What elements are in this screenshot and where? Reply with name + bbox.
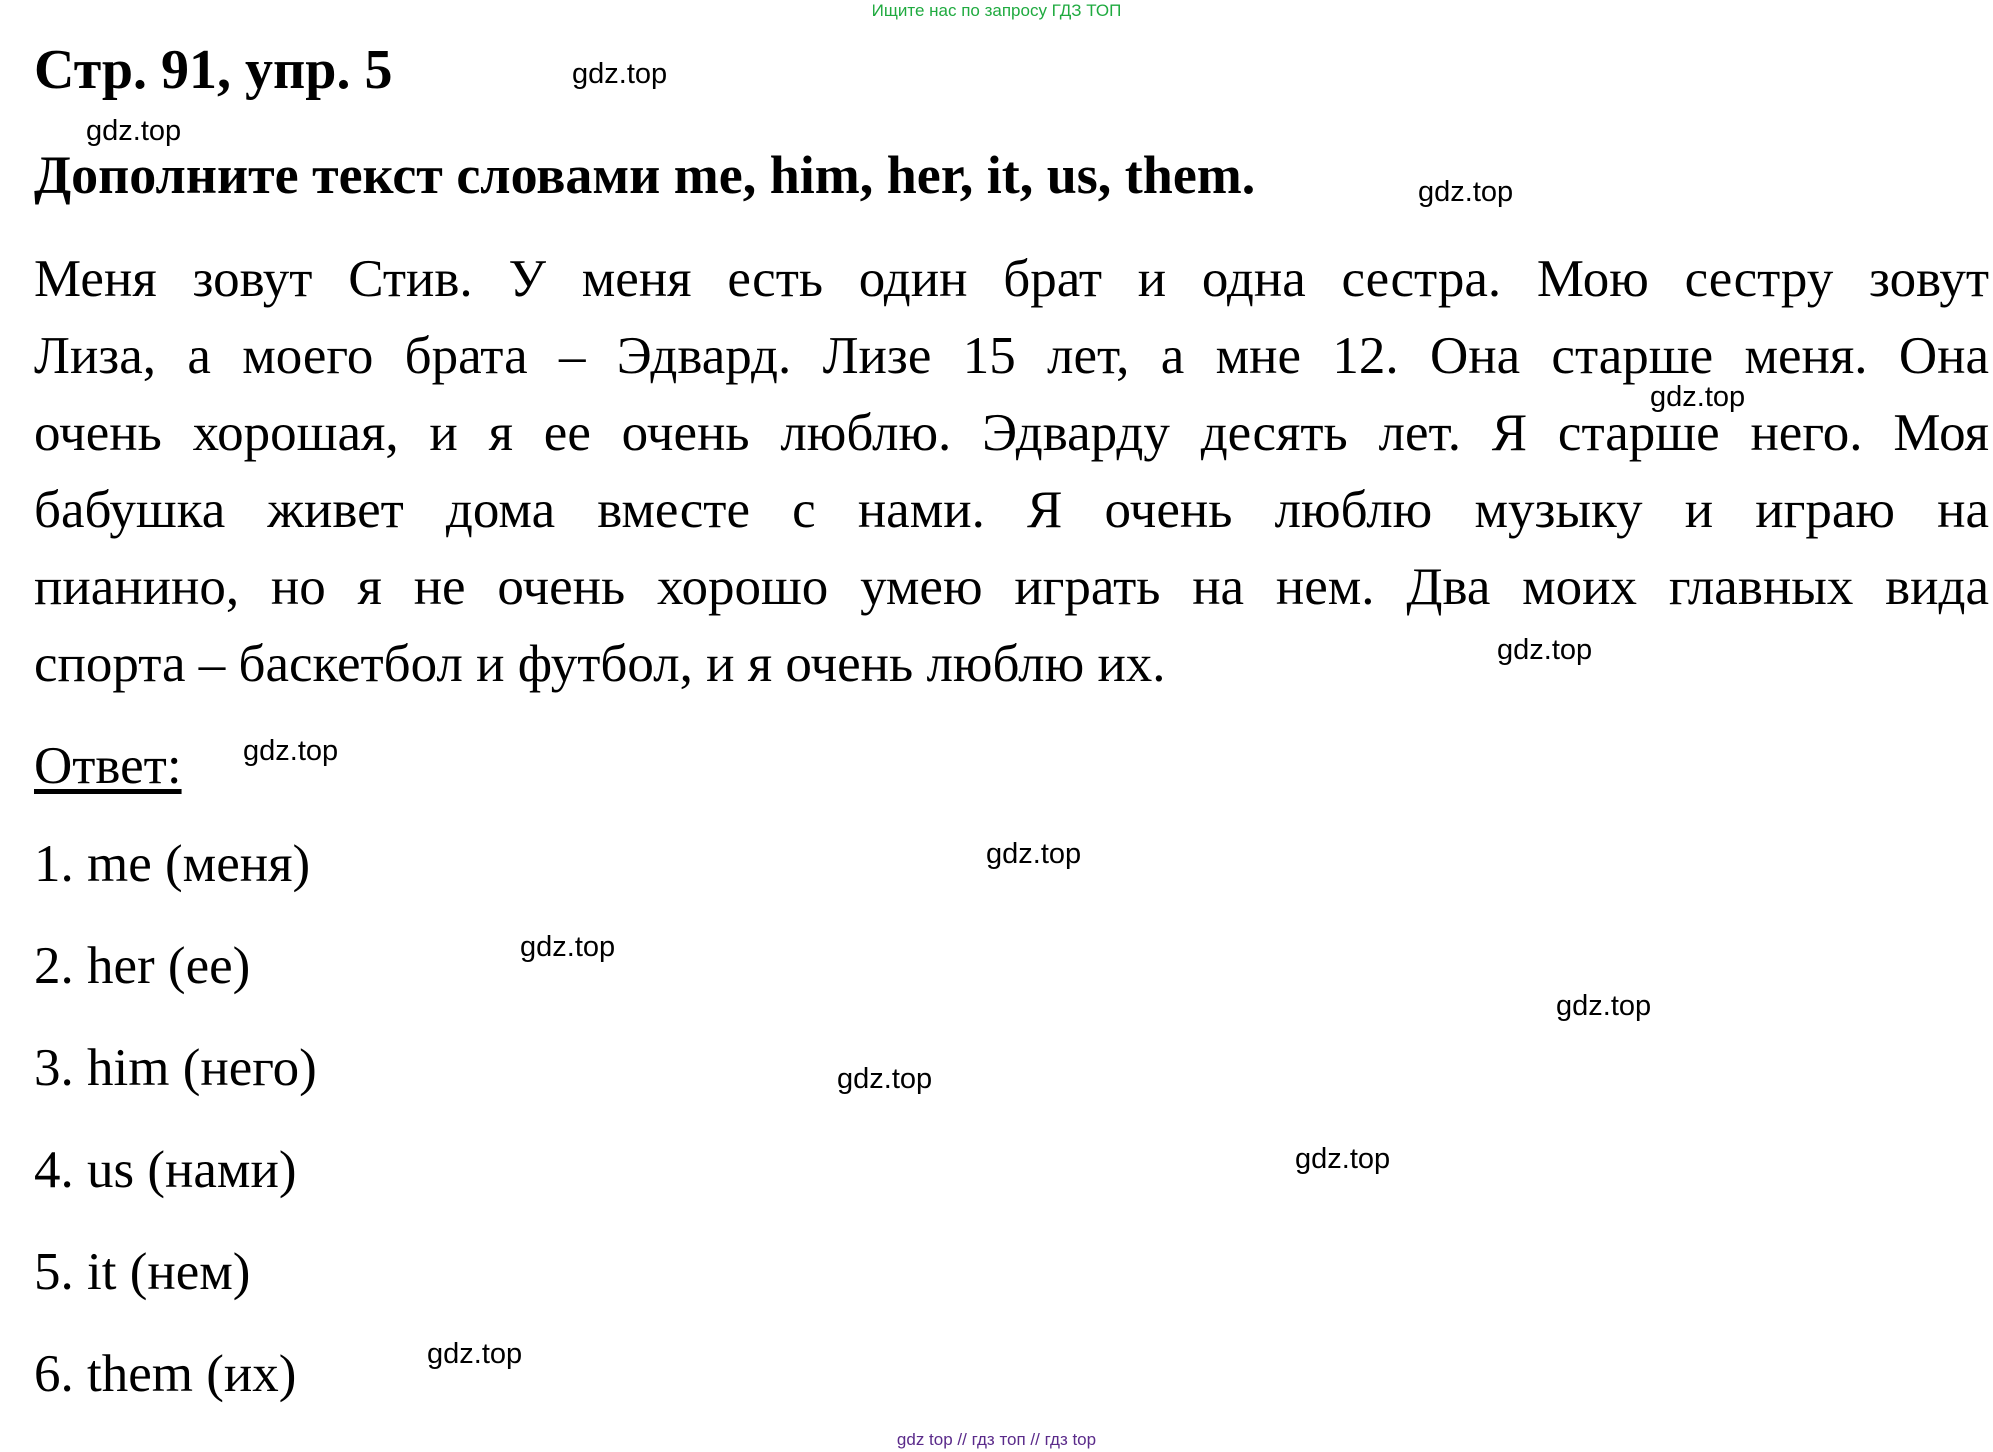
watermark: gdz.top <box>837 1063 933 1095</box>
answer-item: 3. him (него) <box>34 1039 317 1097</box>
text-line: Меня зовут Стив. У меня есть один брат и одна сестра. Мою сестру зовут <box>34 250 1989 308</box>
answer-list <box>34 835 317 1450</box>
watermark: gdz.top <box>1497 634 1593 666</box>
watermark: gdz.top <box>986 838 1082 870</box>
footer-watermark: gdz top // гдз топ // гдз top <box>896 1430 1097 1449</box>
answer-item: 2. her (ее) <box>34 937 251 995</box>
answer-item: 5. it (нем) <box>34 1243 251 1301</box>
watermark: gdz.top <box>1418 176 1514 208</box>
answer-item: 4. us (нами) <box>34 1141 297 1199</box>
watermark: gdz.top <box>572 58 668 90</box>
watermark: gdz.top <box>520 931 616 963</box>
text-line: Лиза, а моего брата – Эдвард. Лизе 15 лет, а мне 12. Она старше меня. Она <box>34 327 1989 385</box>
watermark: gdz.top <box>86 115 182 147</box>
answer-item: 6. them (их) <box>34 1345 297 1403</box>
answer-label: Ответ: <box>34 737 182 795</box>
text-line: пианино, но я не очень хорошо умею играть на нем. Два моих главных вида <box>34 558 1989 616</box>
text-line: очень хорошая, и я ее очень люблю. Эдварду десять лет. Я старше него. Моя <box>34 404 1989 462</box>
watermark: gdz.top <box>243 735 339 767</box>
text-line: бабушка живет дома вместе с нами. Я очень люблю музыку и играю на <box>34 481 1989 539</box>
exercise-text <box>34 241 1989 703</box>
watermark: gdz.top <box>1556 990 1652 1022</box>
watermark: gdz.top <box>1650 381 1746 413</box>
task-instruction: Дополните текст словами me, him, her, it, us, them. <box>34 145 1256 205</box>
top-banner: Ищите нас по запросу ГДЗ ТОП <box>871 1 1122 20</box>
watermark: gdz.top <box>427 1338 523 1370</box>
answer-item: 1. me (меня) <box>34 835 311 893</box>
watermark: gdz.top <box>1295 1143 1391 1175</box>
text-line: спорта – баскетбол и футбол, и я очень люблю их. <box>34 635 1166 693</box>
page-title: Стр. 91, упр. 5 <box>34 39 393 101</box>
